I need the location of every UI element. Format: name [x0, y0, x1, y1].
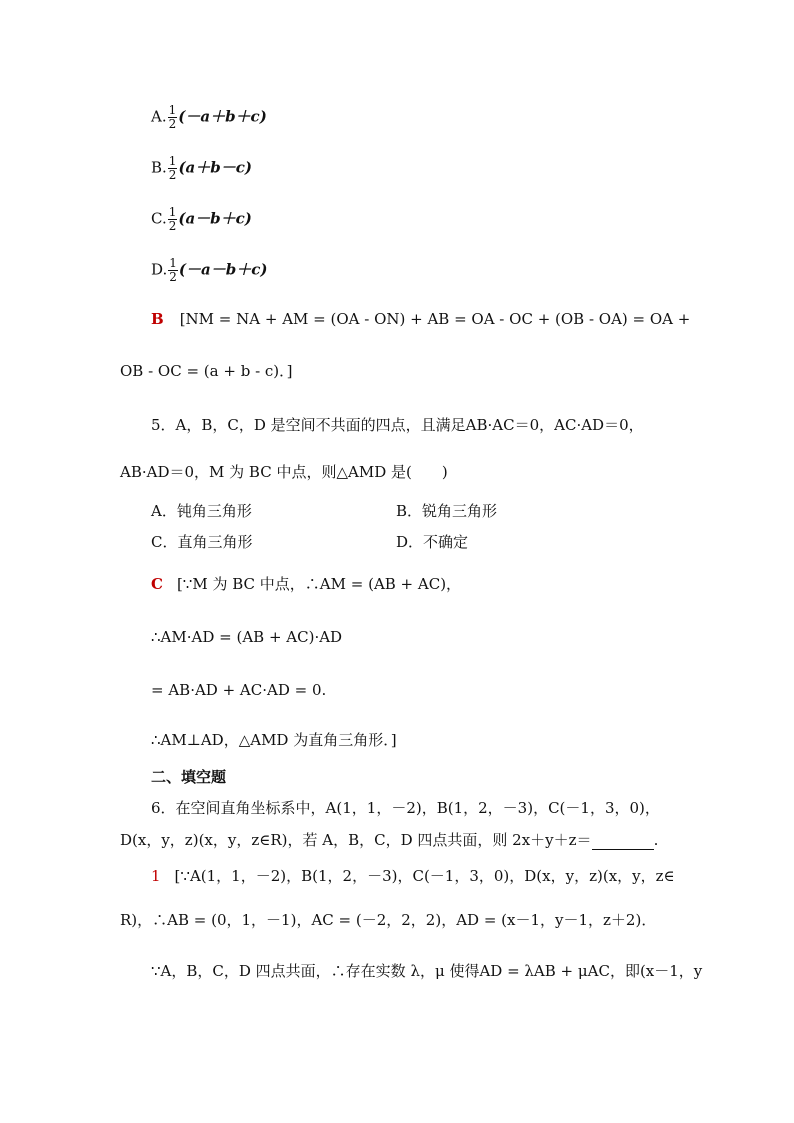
option-text: D．不确定: [396, 533, 469, 551]
q4-option-c: [151, 206, 252, 233]
option-label: A.: [151, 107, 167, 126]
q6-solution-line-1: [151, 866, 675, 886]
solution-text: R)，∴AB = (0，1，－1)，AC = (－2，2，2)，AD = (x－1，y－1，z＋2)．: [120, 911, 657, 929]
answer-blank: [592, 835, 654, 850]
fraction-half: $\frac{1}{2}$: [169, 256, 177, 284]
q4-solution-line-2: [120, 361, 293, 381]
q6-solution-line-3: [151, 961, 702, 981]
q4-option-b: [151, 155, 252, 182]
option-label: B.: [151, 158, 167, 177]
fraction-half: $\frac{1}{2}$: [168, 103, 177, 131]
q5-option-c: [151, 532, 252, 552]
solution-text: = AB·AD + AC·AD = 0.: [151, 681, 327, 699]
fraction-half: $\frac{1}{2}$: [168, 205, 177, 233]
option-text: (a＋b－c): [178, 158, 252, 177]
q5-solution-line-1: [151, 574, 461, 594]
option-text: (－a＋b＋c): [178, 107, 267, 126]
q4-option-a: [151, 104, 267, 131]
q5-answer: C: [151, 575, 163, 593]
q4-answer: B: [151, 310, 164, 328]
solution-text: OB - OC = (a + b - c)．]: [120, 362, 293, 380]
stem-text: D(x，y，z)(x，y，z∈R)，若 A，B，C，D 四点共面，则 2x＋y＋z＝: [120, 831, 592, 849]
q5-solution-line-3: [151, 680, 326, 700]
option-label: D.: [151, 260, 168, 279]
q4-solution-line-1: [151, 309, 690, 329]
q5-stem-line-1: [151, 415, 644, 435]
q5-solution-line-4: [151, 730, 397, 750]
q6-answer: 1: [151, 867, 161, 885]
q5-option-d: [396, 532, 468, 552]
solution-text: ∴AM⊥AD，△AMD 为直角三角形．]: [151, 731, 397, 749]
q5-stem-line-2: [120, 462, 448, 482]
solution-text: ∵A，B，C，D 四点共面，∴存在实数 λ，μ 使得AD = λAB + μAC，即(x－1，y: [151, 962, 703, 980]
stem-text: 6．在空间直角坐标系中，A(1，1，－2)，B(1，2，－3)，C(－1，3，0)，: [151, 799, 660, 817]
fraction-half: $\frac{1}{2}$: [168, 154, 177, 182]
q6-solution-line-2: [120, 910, 656, 930]
q5-option-a: [151, 501, 252, 521]
q5-option-b: [396, 501, 497, 521]
option-text: B．锐角三角形: [396, 502, 498, 520]
option-text: A．钝角三角形: [151, 502, 252, 520]
q6-stem-line-1: [151, 798, 660, 818]
option-label: C.: [151, 209, 167, 228]
option-text: C．直角三角形: [151, 533, 253, 551]
solution-text: [NM = NA + AM = (OA - ON) + AB = OA - OC + (OB - OA) = OA +: [179, 310, 691, 328]
stem-text: 5．A，B，C，D 是空间不共面的四点，且满足AB·AC＝0，AC·AD＝0，: [151, 416, 644, 434]
q5-solution-line-2: [151, 627, 342, 647]
solution-text: ∴AM·AD = (AB + AC)·AD: [151, 628, 343, 646]
section-heading: 二、填空题: [151, 768, 227, 786]
option-text: (－a－b＋c): [178, 260, 268, 279]
solution-text: [∵A(1，1，－2)，B(1，2，－3)，C(－1，3，0)，D(x，y，z)(x，y，z∈: [174, 867, 675, 885]
q6-stem-line-2: [120, 830, 658, 850]
q4-option-d: [151, 257, 267, 284]
solution-text: [∵M 为 BC 中点，∴AM = (AB + AC)，: [176, 575, 462, 593]
period: .: [653, 831, 659, 849]
option-text: (a－b＋c): [178, 209, 252, 228]
stem-text: AB·AD＝0，M 为 BC 中点，则△AMD 是( ): [120, 463, 448, 481]
